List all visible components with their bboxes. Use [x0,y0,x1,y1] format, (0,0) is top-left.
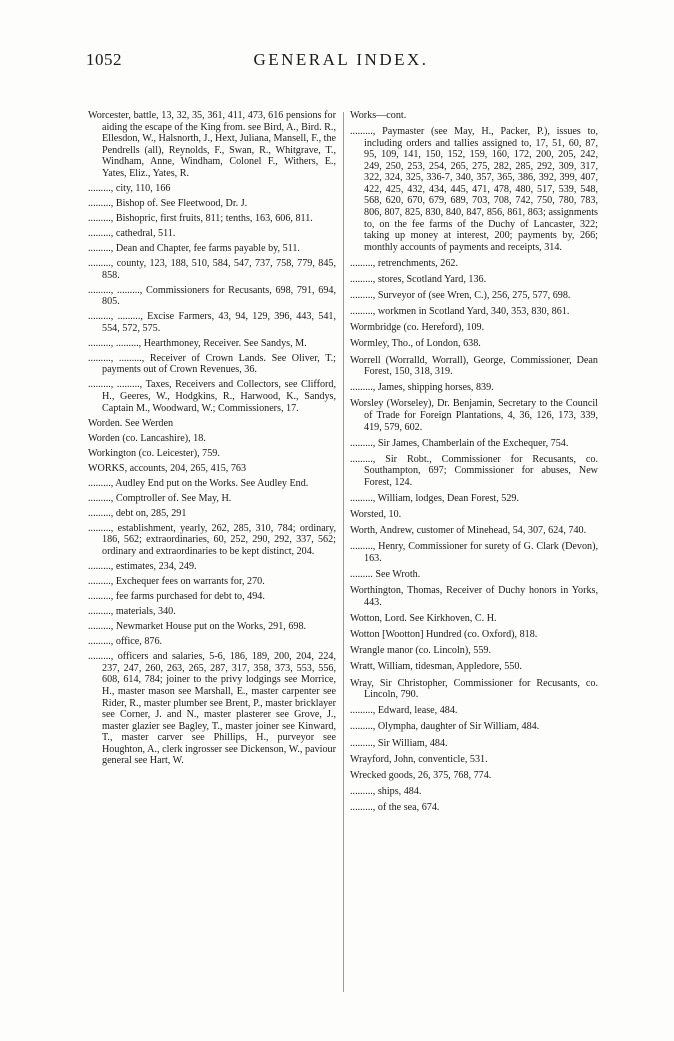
index-entry: ........., Paymaster (see May, H., Packer, P.), issues to, including orders and tallies assigned to, 17, 51, 60, 87, 95, 109, 141, 150, 152, 159, 160, 172, 200, 205, 242, 249, 250, 253, 254, 265, 275, 282, 285, 292, 309, 317, 322, 324, 325, 336-7, 340, 357, 365, 386, 392, 399, 407, 422, 425, 432, 434, 445, 471, 478, 480, 517, 539, 548, 568, 620, 670, 679, 689, 703, 708, 742, 750, 780, 783, 806, 807, 825, 830, 840, 847, 856, 861, 863; assignments to, on the fee farms of the Duchy of Lancaster, 322; taking up money at interest, 200; payments by, 266; monthly accounts of payments and receipts, 314. [350,126,598,253]
index-entry: ........., Bishop of. See Fleetwood, Dr. J. [88,197,248,209]
index-entry: ........., materials, 340. [88,606,176,618]
index-entry: ........., officers and salaries, 5-6, 186, 189, 200, 204, 224, 237, 247, 260, 263, 265, 287, 317, 358, 373, 553, 556, 608, 614, 784; joiner to the privy lodgings see Morrice, H., master mason see Marshall, E., master carpenter see Rider, R., master plumber see Brent, P., master bricklayer see Corner, J. and N., master plasterer see Grove, J., master glazier see Bagley, T., master joiner see Kinward, T., master carver see Phillips, H., purveyor see Houghton, A., clerk ingrosser see Dickenson, W., paviour general see Hart, W. [88,651,336,767]
index-entry: ........., Comptroller of. See May, H. [88,492,232,504]
index-entry: ........., retrenchments, 262. [350,257,458,269]
index-entry: ........., Edward, lease, 484. [350,705,458,717]
index-entry: ........., Exchequer fees on warrants for, 270. [88,576,265,588]
index-entry: ........., Sir Robt., Commissioner for Recusants, co. Southampton, 697; Commissioner for abuses, New Forest, 124. [350,453,598,488]
index-entry: ........., Surveyor of (see Wren, C.), 256, 275, 577, 698. [350,290,571,302]
index-entry: ........., ........., Excise Farmers, 43, 94, 129, 396, 443, 541, 554, 572, 575. [88,311,336,334]
index-entry: Wormley, Tho., of London, 638. [350,338,481,350]
index-entry: ........., workmen in Scotland Yard, 340, 353, 830, 861. [350,306,570,318]
index-entry: ........., Bishopric, first fruits, 811; tenths, 163, 606, 811. [88,212,313,224]
page-header [86,50,596,76]
index-entry: ........., of the sea, 674. [350,802,440,814]
index-entry: Worcester, battle, 13, 32, 35, 361, 411, 473, 616 pensions for aiding the escape of the King from. see Bird, A., Bird. R., Ellesdon, W., Halsnorth, J., Hext, Juliana, Mansell, F., the Pendrells (all), Reynolds, F., Swan, R., Whitgrave, T., Windham, Anne, Windham, Colonel F., Withers, E., Yates, Eliz., Yates, R. [88,110,337,179]
index-entry: ........., establishment, yearly, 262, 285, 310, 784; ordinary, 186, 562; extraordinaries, 60, 252, 290, 292, 337, 562; ordinary and extraordinaries to be kept distinct, 204. [88,522,336,557]
index-column-left [88,110,336,770]
index-entry: ........., Dean and Chapter, fee farms payable by, 511. [88,242,300,254]
index-entry: ........., Sir William, 484. [350,737,448,749]
index-entry: ........., county, 123, 188, 510, 584, 547, 737, 758, 779, 845, 858. [88,258,336,281]
index-entry: Worth, Andrew, customer of Minehead, 54, 307, 624, 740. [350,525,587,537]
index-entry: Wrecked goods, 26, 375, 768, 774. [350,769,492,781]
index-entry: Worden. See Werden [88,417,174,429]
index-entry: ........., ........., Taxes, Receivers and Collectors, see Clifford, H., Geeres, W., Hodgkins, R., Harwood, K., Sandys, Captain M., Woodward, W.; Commissioners, 17. [88,379,336,414]
index-entry: ........., debt on, 285, 291 [88,507,187,519]
index-entry: ........., ........., Hearthmoney, Receiver. See Sandys, M. [88,337,307,349]
index-entry: Wratt, William, tidesman, Appledore, 550. [350,661,522,673]
index-entry: Wormbridge (co. Hereford), 109. [350,322,485,334]
index-entry: ........., Audley End put on the Works. See Audley End. [88,477,309,489]
index-entry: ........., Olympha, daughter of Sir William, 484. [350,721,540,733]
index-entry: Wray, Sir Christopher, Commissioner for Recusants, co. Lincoln, 790. [350,677,598,701]
running-title: GENERAL INDEX. [253,50,429,69]
index-entry: Workington (co. Leicester), 759. [88,447,220,459]
index-entry: WORKS, accounts, 204, 265, 415, 763 [88,462,247,474]
index-entry: ........., stores, Scotland Yard, 136. [350,273,487,285]
index-entry: ........., Newmarket House put on the Works, 291, 698. [88,621,307,633]
index-entry: ........., William, lodges, Dean Forest, 529. [350,493,519,505]
index-entry: ........., ships, 484. [350,785,422,797]
index-entry: Wrangle manor (co. Lincoln), 559. [350,645,492,657]
index-entry: ........., office, 876. [88,636,163,648]
index-entry: ........., city, 110, 166 [88,182,171,194]
index-entry: Wotton [Wootton] Hundred (co. Oxford), 818. [350,629,538,641]
index-entry: ........., cathedral, 511. [88,227,176,239]
index-entry: Worsley (Worseley), Dr. Benjamin, Secretary to the Council of Trade for Foreign Plantations, 4, 36, 126, 173, 339, 419, 579, 602. [350,398,598,433]
index-entry: ........., fee farms purchased for debt to, 494. [88,591,265,603]
index-entry: Worden (co. Lancashire), 18. [88,432,206,444]
index-entry: Worsted, 10. [350,509,402,521]
column-divider [343,112,344,992]
index-entry: Wrayford, John, conventicle, 531. [350,753,488,765]
index-column-right [350,110,598,818]
index-entry: Works—cont. [350,110,407,121]
index-entry: ........., estimates, 234, 249. [88,561,197,573]
index-entry: ........., ........., Receiver of Crown Lands. See Oliver, T.; payments out of Crown Revenues, 36. [88,352,336,376]
page-number: 1052 [86,50,122,69]
index-entry: ........., ........., Commissioners for Recusants, 698, 791, 694, 805. [88,284,336,308]
index-entry: ........., Henry, Commissioner for surety of G. Clark (Devon), 163. [350,541,598,564]
index-entry: Worthington, Thomas, Receiver of Duchy honors in Yorks, 443. [350,585,598,608]
index-entry: ........., Sir James, Chamberlain of the Exchequer, 754. [350,437,569,449]
index-entry: Wotton, Lord. See Kirkhoven, C. H. [350,612,497,624]
index-entry: ........., James, shipping horses, 839. [350,382,494,394]
index-entry: Worrell (Worralld, Worrall), George, Commissioner, Dean Forest, 150, 318, 319. [350,354,598,378]
index-entry: ......... See Wroth. [350,569,421,581]
